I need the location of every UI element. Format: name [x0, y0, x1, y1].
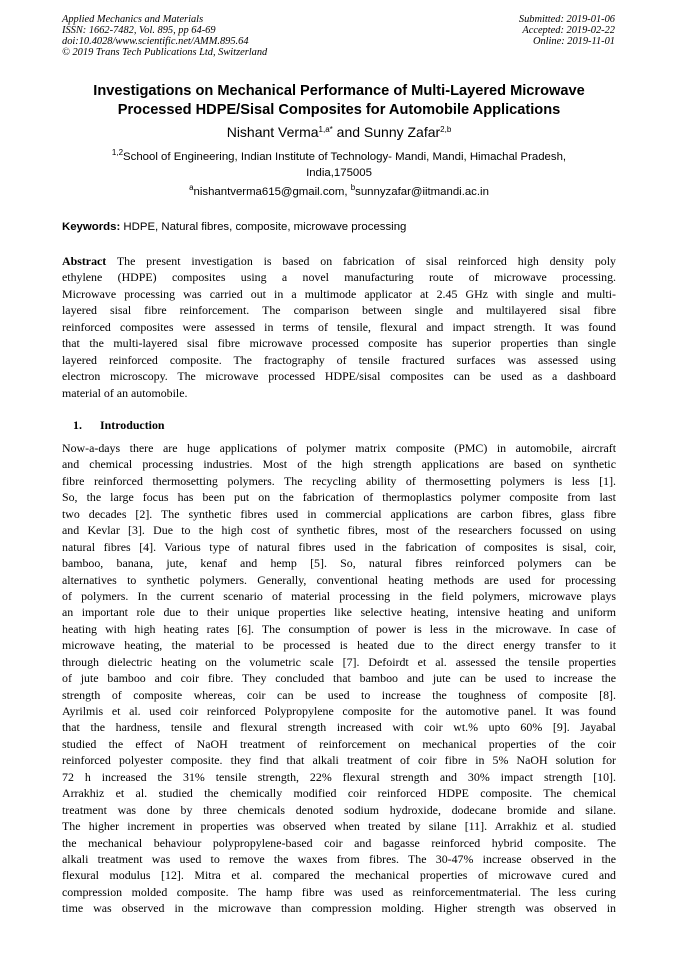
abstract-line: electron microscopy. The microwave processed HDPE/sisal composites can be used as a dashboard: [62, 369, 616, 384]
online-date: Online: 2019-11-01: [532, 35, 615, 47]
abstract-line: layered reinforced composite. The fractography of tensile fractured surfaces was assessed using: [62, 352, 616, 367]
intro-line: of polymers. In the current scenario of material processing in the field polymers, microwave plays: [62, 588, 616, 603]
intro-line: time was observed in the microwave than compression molding. Higher strength was observed in: [62, 901, 616, 916]
intro-line: Arrakhiz et al. studied the chemically modified coir reinforced HDPE composite. The chemical: [62, 786, 616, 801]
intro-line: an important role due to their unique properties like selective heating, intensive heating and uniform: [62, 605, 616, 620]
section-heading-introduction: [73, 417, 165, 433]
intro-line: fibre reinforced thermosetting polymers. The recycling ability of thermosetting polymers is less [1].: [62, 473, 616, 488]
keywords-label: Keywords:: [62, 221, 121, 233]
intro-line: studied the effect of NaOH treatment of reinforcement on mechanical properties of the coir: [62, 736, 616, 751]
abstract-line: reinforced composites were assessed in terms of tensile, flexural and impact strength. It was found: [62, 319, 616, 334]
intro-line: natural fibres [4]. Various type of natural fibres used in the fabrication of composites is sisal, coir,: [62, 539, 616, 554]
email-b[interactable]: sunnyzafar@iitmandi.ac.in: [355, 186, 489, 198]
intro-line: alternatives to synthetic polymers. Generally, conventional heating methods are used for processing: [62, 572, 616, 587]
affiliation: [80, 150, 598, 181]
intro-line: the mechanical behaviour polypropylene-based coir and bagasse reinforced hybrid composite. The: [62, 835, 616, 850]
intro-line: compression molded composite. The hamp fibre was used as reinforcementmaterial. The less curing: [62, 884, 616, 899]
email-b-marker: b: [350, 183, 356, 192]
title-line-2: Processed HDPE/Sisal Composites for Automobile Applications: [117, 101, 561, 118]
email-a-marker: a: [189, 183, 194, 192]
author-list: [40, 123, 638, 141]
intro-line: through dielectric heating on the volumetric scale [7]. Defoirdt et al. assessed the tensile properties: [62, 654, 616, 669]
affiliation-line-1: School of Engineering, Indian Institute of Technology- Mandi, Mandi, Himachal Pradesh,: [123, 151, 567, 163]
keywords: [62, 220, 616, 235]
issn-volume: ISSN: 1662-7482, Vol. 895, pp 64-69: [62, 24, 216, 36]
intro-line: Now-a-days there are huge applications of polymer matrix composite (PMC) in automobile, aircraft: [62, 441, 616, 455]
intro-line: treatment was done by three chemicals denoted sodium hydroxide, dodecane bromide and silane.: [62, 802, 616, 817]
author-emails: [40, 185, 638, 200]
intro-line: microwave heating, the material to be processed is heated due to the direct energy transfer to it: [62, 638, 616, 653]
section-title: Introduction: [100, 418, 165, 432]
accepted-date: Accepted: 2019-02-22: [522, 24, 615, 36]
intro-line: of jute bamboo and coir fibre. They concluded that bamboo and jute can be used to increase the: [62, 671, 616, 686]
paper-title: [40, 82, 638, 119]
author-separator: and: [332, 124, 364, 140]
intro-line: two decades [2]. The synthetic fibres used in commercial applications are carbon fibres, glass fibre: [62, 506, 616, 521]
intro-line: that the hardness, tensile and flexural strength increased with coir wt.% upto 60% [9]. Jayabal: [62, 720, 616, 735]
abstract-label: Abstract: [62, 254, 107, 268]
abstract-line: that the multi-layered sisal fibre microwave processed composite has superior properties than single: [62, 336, 616, 351]
intro-line: alkali treatment was used to remove the waxes from fibres. The 30-47% increase observed in the: [62, 851, 616, 866]
abstract-line: Microwave processing was carried out in a multimode applicator at 2.45 GHz with single and multi-: [62, 286, 616, 301]
introduction-body: [62, 440, 616, 917]
intro-line: reinforced polyester composite. they find that alkali treatment of coir fibre in 5% NaOH solution for: [62, 753, 616, 768]
title-line-1: Investigations on Mechanical Performance of Multi-Layered Microwave: [93, 83, 585, 99]
abstract-line: layered sisal fibre reinforcement. The comparison between single and multilayered sisal fibre: [62, 303, 616, 318]
intro-line: 72 h increased the 31% tensile strength, 22% flexural strength and 30% impact strength [10].: [62, 769, 616, 784]
intro-line: flexural modulus [12]. Mitra et al. compared the mechanical properties of microwave cured and: [62, 868, 616, 883]
intro-line: The higher increment in properties was observed when treated by silane [11]. Arrakhiz et al. studied: [62, 819, 616, 834]
author-2-affiliation: 2,b: [440, 125, 452, 134]
section-number: 1.: [73, 418, 82, 432]
email-a[interactable]: nishantverma615@gmail.com,: [193, 186, 351, 198]
intro-line: bamboo, banana, jute, kenaf and hemp [5]. So, natural fibres reinforced polymers can be: [62, 556, 616, 571]
intro-line: So, the large focus has been put on the fabrication of thermoplastics polymer composite from last: [62, 490, 616, 505]
intro-line: strength of composite whereas, coir can be used to increase the toughness of composite [8].: [62, 687, 616, 702]
intro-line: Ayrilmis et al. used coir reinforced Polypropylene composite for the automotive panel. It was found: [62, 704, 616, 718]
author-1-affiliation: 1,a*: [318, 125, 333, 134]
intro-line: and chemical processing industries. Most of the high strength applications are based on synthetic: [62, 457, 616, 472]
author-2: Sunny Zafar: [363, 124, 441, 140]
intro-line: heating with high heating rates [6]. The consumption of power is less in the microwave. In case of: [62, 621, 616, 636]
author-1: Nishant Verma: [226, 124, 319, 140]
journal-info-header: [62, 15, 267, 59]
abstract-line: ethylene (HDPE) composites using a novel manufacturing route of microwave processing.: [62, 270, 616, 285]
doi: doi:10.4028/www.scientific.net/AMM.895.64: [62, 35, 249, 47]
abstract-line-text: The present investigation is based on fabrication of sisal reinforced high density poly: [106, 254, 616, 268]
dates-header: [519, 15, 615, 48]
keywords-text: HDPE, Natural fibres, composite, microwave processing: [120, 221, 407, 233]
abstract: [62, 253, 616, 401]
submitted-date: Submitted: 2019-01-06: [518, 14, 615, 25]
journal-name: Applied Mechanics and Materials: [62, 14, 204, 25]
abstract-line: material of an automobile.: [62, 385, 188, 400]
intro-line: and Kevlar [3]. Due to the high cost of synthetic fibres, most of the researchers focussed on using: [62, 523, 616, 538]
affiliation-marker: 1,2: [111, 148, 124, 157]
affiliation-line-2: India,175005: [306, 166, 372, 179]
copyright: © 2019 Trans Tech Publications Ltd, Switzerland: [62, 46, 268, 58]
abstract-line: [62, 253, 616, 269]
